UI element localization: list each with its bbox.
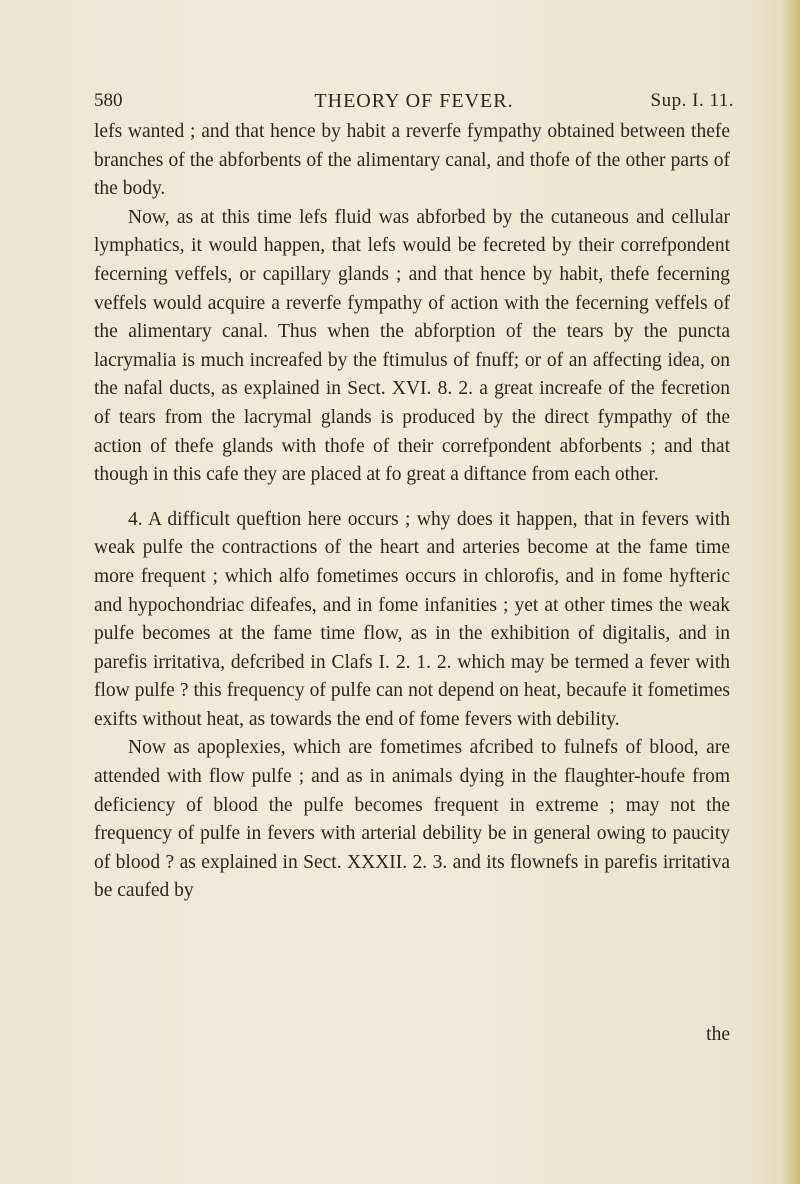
body-text bbox=[94, 118, 730, 906]
page-number: 580 bbox=[94, 90, 123, 111]
running-title: THEORY OF FEVER. bbox=[314, 90, 514, 112]
paragraph: Now, as at this time lefs fluid was abforbed by the cutaneous and cellular lymphatics, it would happen, that lefs would be fecreted by their correfpondent fecerning veffels, or capillary glands ; and that hence by habit, thefe fecerning veffels would acquire a reverfe fympathy of action with the fecerning veffels of the alimentary canal. Thus when the abforption of the tears by the puncta lacrymalia is much increafed by the ftimulus of fnuff; or of an affecting idea, on the nafal ducts, as explained in Sect. XVI. 8. 2. a great increafe of the fecretion of tears from the lacrymal glands is produced by the direct fympathy of the action of thefe glands with thofe of their correfpondent abforbents ; and that though in this cafe they are placed at fo great a diftance from each other. bbox=[94, 206, 730, 486]
page-edge-shading bbox=[782, 0, 800, 1184]
paragraph-numbered: 4. A difficult queftion here occurs ; why does it happen, that in fevers with weak pulfe the contractions of the heart and arteries become at the fame time more frequent ; which alfo fometimes occurs in chlorofis, and in fome hyfteric and hypochondriac difeafes, and in fome infanities ; yet at other times the weak pulfe becomes at the fame time flow, as in the exhibition of digitalis, and in parefis irritativa, defcribed in Clafs I. 2. 1. 2. which may be termed a fever with flow pulfe ? this frequency of pulfe can not depend on heat, becaufe it fometimes exifts without heat, as towards the end of fome fevers with debility. bbox=[94, 508, 730, 730]
catchword: the bbox=[706, 1024, 730, 1045]
section-reference: Sup. I. 11. bbox=[650, 90, 734, 111]
paragraph: Now as apoplexies, which are fometimes afcribed to fulnefs of blood, are attended with flow pulfe ; and as in animals dying in the flaughter-houfe from deficiency of blood the pulfe becomes frequent in extreme ; may not the frequency of pulfe in fevers with arterial debility be in general owing to paucity of blood ? as explained in Sect. XXXII. 2. 3. and its flownefs in parefis irritativa be caufed by bbox=[94, 737, 730, 902]
running-header bbox=[94, 90, 734, 116]
paragraph-continuation: lefs wanted ; and that hence by habit a reverfe fympathy obtained between thefe branches of the abforbents of the alimentary canal, and thofe of the other parts of the body. bbox=[94, 121, 730, 200]
